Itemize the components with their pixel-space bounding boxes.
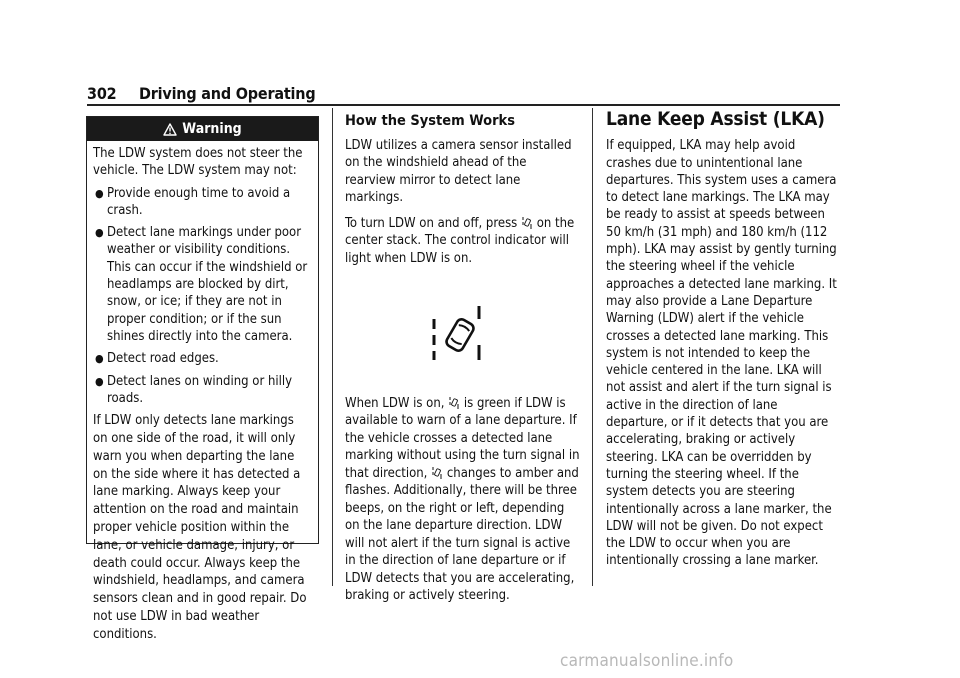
column-divider [592, 108, 593, 586]
page-number: 302 [87, 84, 117, 103]
page-header [87, 82, 840, 104]
lane-departure-icon [432, 466, 442, 480]
lane-departure-icon [449, 396, 459, 410]
body-paragraph: When LDW is on, is green if LDW is available to warn of a lane departure. If the vehicle crosses a detected lane marking without using the turn signal in that direction, changes to amber and flashes. Additionally, there will be three beeps, on the right or left, depending on the lane departure direction. LDW will not alert if the turn signal is active in the direction of lane departure or if LDW detects that you are accelerating, braking or actively steering. [345, 395, 580, 603]
warning-bullet: ● Detect lanes on winding or hilly roads. [95, 373, 293, 406]
warning-box [86, 116, 319, 642]
bullet-icon: ● [95, 186, 104, 200]
lane-departure-warning-icon [426, 305, 486, 361]
warning-intro: The LDW system does not steer the vehicle. The LDW system may not: [93, 146, 303, 179]
body-paragraph: To turn LDW on and off, press on the center stack. The control indicator will light when LDW is on. [345, 215, 575, 266]
warning-title: Warning [182, 121, 242, 137]
warning-bullet-list [93, 185, 311, 408]
how-system-works-section [345, 113, 580, 613]
body-paragraph: LDW utilizes a camera sensor installed on the windshield ahead of the rearview mirror to detect lane markings. [345, 137, 572, 205]
bullet-icon: ● [95, 352, 104, 366]
column-divider [332, 108, 333, 586]
lane-keep-assist-section [606, 108, 842, 570]
warning-bullet: ● Provide enough time to avoid a crash. [95, 185, 291, 218]
warning-bullet: ● Detect lane markings under poor weather or visibility conditions. This can occur if the windshield or headlamps are blocked by dirt, snow, or ice; if they are not in proper condition; or if the sun shines directly into the camera. [95, 225, 308, 344]
section-title: Driving and Operating [139, 84, 316, 103]
warning-followup-text: If LDW only detects lane markings on one side of the road, it will only warn you when departing the lane on the side where it has detected a lane marking. Always keep your attention on the road and maintain proper vehicle position within the lane, or vehicle damage, injury, or death could occur. Always keep the windshield, headlamps, and camera sensors clean and in good repair. Do not use LDW in bad weather conditions. [93, 413, 307, 642]
body-paragraph: If equipped, LKA may help avoid crashes due to unintentional lane departures. This system uses a camera to detect lane markings. The LKA may be ready to assist at speeds between 50 km/h (31 mph) and 180 km/h (112 mph). LKA may assist by gently turning the steering wheel if the vehicle approaches a detected lane marking. It may also provide a Lane Departure Warning (LDW) alert if the vehicle crosses a detected lane marking. This system is not intended to keep the vehicle centered in the lane. LKA will not assist and alert if the turn signal is active in the direction of lane departure, or if it detects that you are accelerating, braking or actively steering. LKA can be overridden by turning the steering wheel. If the system detects you are steering intentionally across a lane marker, the LDW will not be given. Do not expect the LDW to occur when you are intentionally crossing a lane marker. [606, 138, 837, 569]
bullet-icon: ● [95, 226, 104, 240]
warning-triangle-icon [163, 123, 177, 136]
warning-bullet: ● Detect road edges. [95, 351, 219, 367]
header-rule [87, 104, 840, 106]
section-heading: Lane Keep Assist (LKA) [606, 108, 825, 130]
section-heading: How the System Works [345, 113, 515, 129]
lane-departure-icon [522, 216, 532, 230]
watermark: carmanualsonline.info [560, 651, 734, 671]
warning-header [87, 117, 318, 141]
bullet-icon: ● [95, 374, 104, 388]
